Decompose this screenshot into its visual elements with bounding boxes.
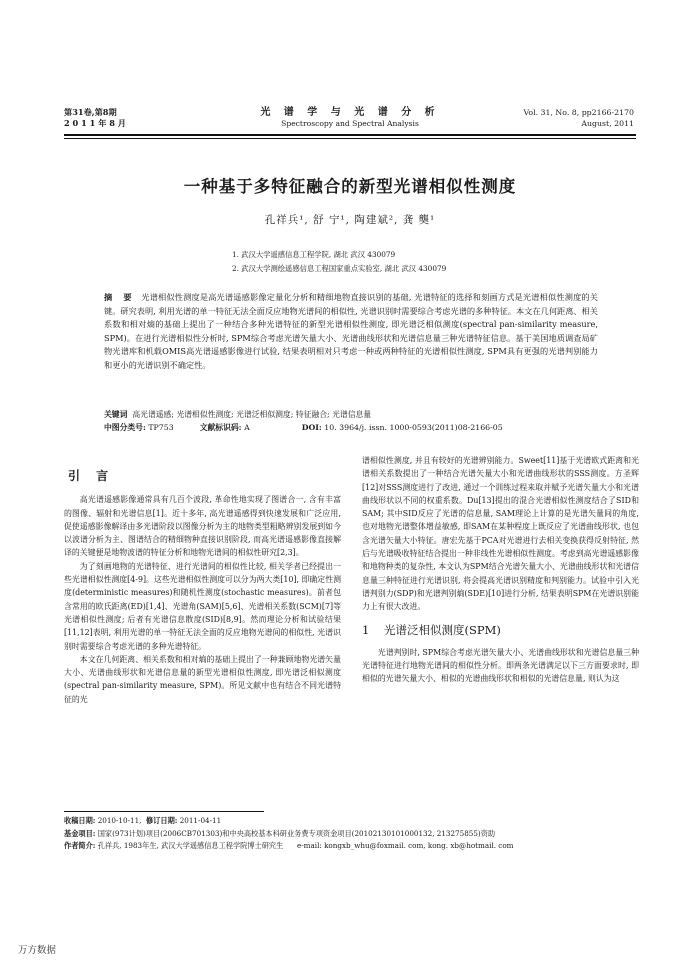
footnote-rule [64,811,264,812]
header-rule-thick [64,134,636,136]
fund-label: 基金项目: [64,828,96,838]
clc-label: 中图分类号: [104,423,146,432]
footnotes [64,815,644,853]
right-column [362,454,639,686]
revised-date: 2011-04-11 [179,816,222,825]
author-bio-text: 孔祥兵, 1983年生, 武汉大学遥感信息工程学院博士研究生 [97,841,284,850]
revised-label: 修订日期: [146,816,178,825]
intro-paragraph-3: 本文在几何距离、相关系数和相对熵的基础上提出了一种兼顾地物光谱矢量大小、光谱曲线形状和光谱信息量的新型光谱相似性测度, 即光谱泛相似测度(spectral pan-similarity measure, SPM)。所见文献中也有结合不同光谱特征的光 [64,654,341,704]
doc-code-value: A [244,423,250,432]
intro-heading: 引 言 [68,469,115,483]
received-date: 2010-10-11, [97,816,142,825]
date-cn: 2 0 1 1 年 8 月 [64,118,126,128]
author-bio-label: 作者简介: [64,841,96,850]
section-1-number: 1 [362,622,370,637]
header-volume-en [524,107,635,129]
keywords-block [104,408,624,434]
left-column [64,470,341,706]
affiliation-2: 2. 武汉大学测绘遥感信息工程国家重点实验室, 湖北 武汉 430079 [232,264,447,273]
paper-title: 一种基于多特征融合的新型光谱相似性测度 [183,177,517,196]
section-1-title: 光谱泛相似测度(SPM) [384,622,501,637]
abstract-label: 摘 要 [104,292,136,302]
doc-code-label: 文献标识码: [199,423,242,432]
intro-paragraph-cont: 谱相似性测度, 并且有较好的光谱辨别能力。Sweet[11]基于光谱欧式距离和光谱相关系数提出了一种结合光谱矢量大小和光谱曲线形状的SSS测度。方圣辉[12]对SSS测度进行了改进, 通过一个训练过程来取并赋予光谱矢量大小和光谱曲线形状以不同的权重系数。Du[13]提出的混合光谱相似性测度结合了SID和SAM; 其中SID反应了光谱的信息量, SAM理论上计算的是光谱矢量间的角度, 也对地物光谱整体增益敏感, 即SAM在某种程度上既反应了光谱曲线形状, 也包含光谱矢量大小特征。唐宏先基于PCA对光谱进行去相关变换获得反射特征, 然后与光谱吸收特征结合提出一种非线性光谱相似性测度。考虑到高光谱遥感影像和地物种类的复杂性, 本文认为SPM结合光谱矢量大小、光谱曲线形状和光谱信息量三种特征进行光谱识别, 将会提高光谱识别精度和判别能力。试验中引入光谱判别力(SDP)和光谱判别熵(SDE)[10]进行分析, 结果表明SPM在光谱识别能力上有很大改进。 [362,456,639,612]
journal-name-en: Spectroscopy and Spectral Analysis [281,119,419,128]
volume-cn: 第31卷,第8期 [64,107,117,117]
keywords-row [104,408,624,421]
keywords-text: 高光谱遥感; 光谱相似性测度; 光谱泛相似测度; 特征融合; 光谱信息量 [132,410,372,419]
volume-en: Vol. 31, No. 8, pp2166-2170 [523,108,634,117]
fund-text: 国家(973计划)项目(2006CB701303)和中央高校基本科研业务费专项资金项目(20102130101000132, 213275855)资助 [97,828,496,838]
intro-paragraph-1: 高光谱遥感影像通常具有几百个波段, 革命性地实现了图谱合一, 含有丰富的图像、辐射和光谱信息[1]。近十多年, 高光谱遥感得到快速发展和广泛应用, 促使遥感影像解译由多光谱阶段以图像分析为主的地物类型粗略辨别发展到如今以波谱分析为主、图谱结合的精细物种直接识别阶段, 而高光谱遥感影像直接解译的关键便是地物波谱的特征分析和地物光谱间的相似性研究[2,3]。 [64,495,341,558]
section-1-paragraph: 光谱判别时, SPM综合考虑光谱矢量大小、光谱曲线形状和光谱信息量三种光谱特征进行地物光谱间的相似性分析。即两条光谱满足以下三方面要求时, 即相似的光谱矢量大小、相似的光谱曲线形状和相似的光谱信息量, 则认为这 [362,647,639,684]
journal-name-cn: 光 谱 学 与 光 谱 分 析 [260,107,440,118]
abstract [104,291,598,373]
section-1-heading [362,624,639,637]
classification-row [104,421,624,434]
author-list: 孔祥兵¹, 舒 宁¹, 陶建斌², 龚 龑¹ [264,214,436,226]
affiliations [232,248,446,276]
date-en: August, 2011 [581,119,634,128]
received-dates [64,815,644,828]
doi-label: DOI: [301,423,322,432]
doi-value: 10. 3964/j. issn. 1000-0593(2011)08-2166-05 [324,423,503,432]
fund-line [64,828,644,841]
header-rule-thin [64,138,636,139]
watermark: 万方数据 [18,945,57,956]
keywords-label: 关键词 [104,410,128,419]
intro-paragraph-2: 为了刻画地物的光谱特征、进行光谱间的相似性比较, 相关学者已经提出一些光谱相似性测度[4-9]。这些光谱相似性测度可以分为两大类[10], 即确定性测度(deterministic measures)和随机性测度(stochastic measures)。前者包含常用的欧氏距离(ED)[1,4]、光谱角(SAM)[5,6]、光谱相关系数(SCM)[7]等光谱相似性测度; 后者有光谱信息散度(SID)[8,9]。然而理论分析和试验结果[11,12]表明, 利用光谱的单一特征无法全面的反应地物光谱间的相似性, 光谱识别时需要综合考虑光谱的多种光谱特征。 [64,561,341,651]
author-email: e-mail: kongxb_whu@foxmail. com, kong. xb@hotmail. com [296,841,514,850]
abstract-text: 光谱相似性测度是高光谱遥感影像定量化分析和精细地物直接识别的基础, 光谱特征的选择和刻画方式是光谱相似性测度的关键。研究表明, 利用光谱的单一特征无法全面反应地物光谱间的相似性, 光谱识别时需要综合考虑光谱的多种特征。本文在几何距离、相关系数和相对熵的基础上提出了一种结合多种光谱特征的新型光谱相似性测度, 即光谱泛相似测度(spectral pan-similarity measure, SPM)。在进行光谱相似性分析时, SPM综合考虑光谱矢量大小、光谱曲线形状和光谱信息量三种光谱特征信息。基于美国地质调查局矿物光谱库和机载OMIS高光谱遥感影像进行试验, 结果表明相对只考虑一种或两种特征的光谱相似性测度, SPM具有更强的光谱判别能力和更小的光谱识别不确定性。 [104,292,598,370]
author-bio-line [64,840,644,853]
received-label: 收稿日期: [64,816,96,825]
affiliation-1: 1. 武汉大学遥感信息工程学院, 湖北 武汉 430079 [232,250,396,259]
clc-value: TP753 [148,423,174,432]
